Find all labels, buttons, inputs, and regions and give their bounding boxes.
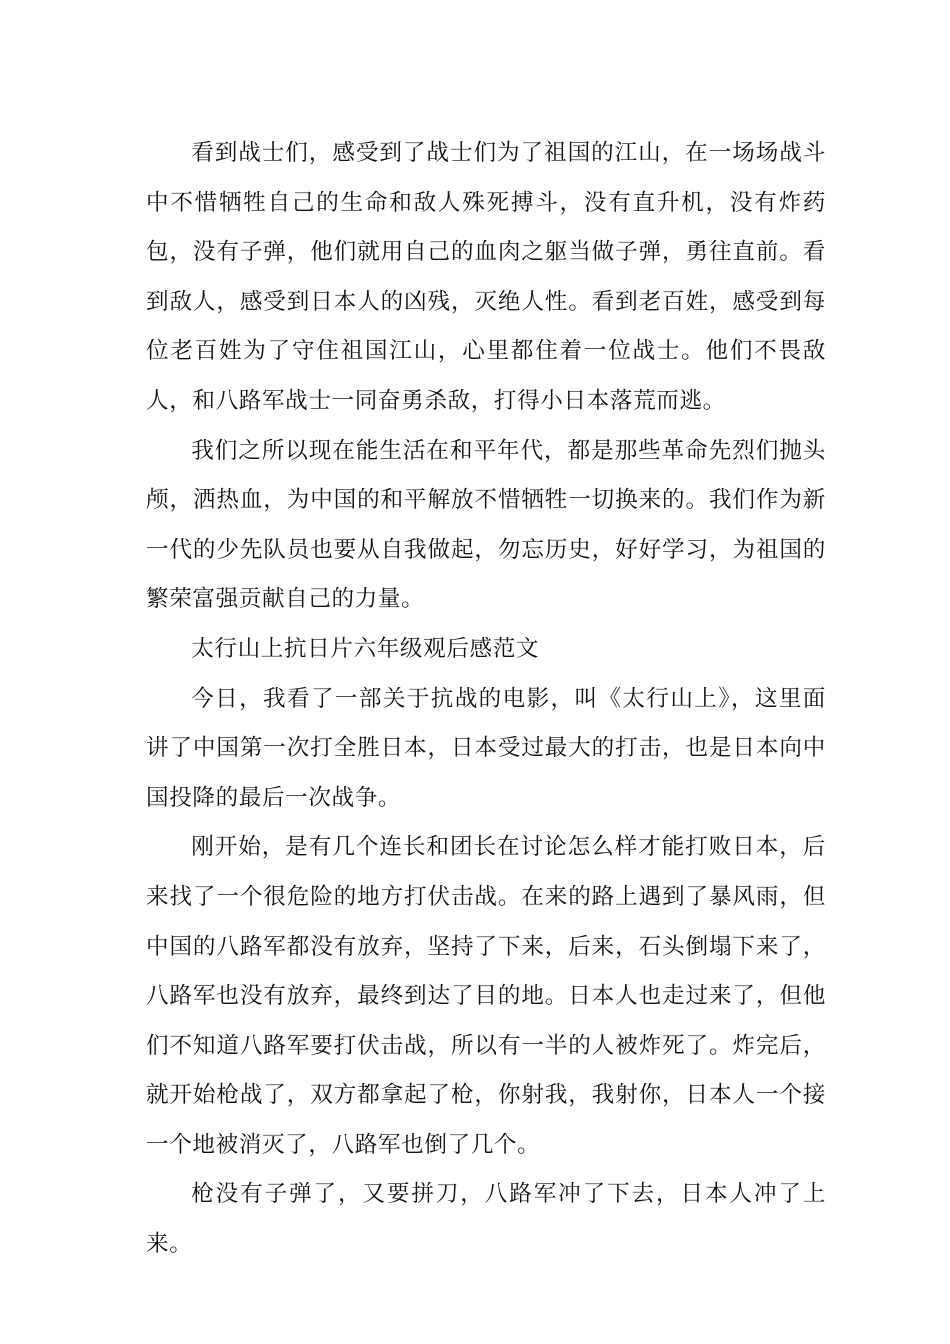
document-body — [146, 129, 826, 1270]
paragraph-soldiers: 看到战士们，感受到了战士们为了祖国的江山，在一场场战斗中不惜牺牲自己的生命和敌人殊死搏斗，没有直升机，没有炸药包，没有子弹，他们就用自己的血肉之躯当做子弹，勇往直前。看到敌人，感受到日本人的凶残，灭绝人性。看到老百姓，感受到每位老百姓为了守住祖国江山，心里都住着一位战士。他们不畏敌人，和八路军战士一同奋勇杀敌，打得小日本落荒而逃。 — [146, 140, 826, 414]
paragraph-movie-intro: 今日，我看了一部关于抗战的电影，叫《太行山上》，这里面讲了中国第一次打全胜日本，日本受过最大的打击，也是日本向中国投降的最后一次战争。 — [146, 685, 826, 811]
section-heading: 太行山上抗日片六年级观后感范文 — [191, 635, 540, 662]
paragraph-peace: 我们之所以现在能生活在和平年代，都是那些革命先烈们抛头颅，洒热血，为中国的和平解放不惜牺牲一切换来的。我们作为新一代的少先队员也要从自我做起，勿忘历史，好好学习，为祖国的繁荣富强贡献自己的力量。 — [146, 437, 826, 613]
paragraph-ambush: 刚开始，是有几个连长和团长在讨论怎么样才能打败日本，后来找了一个很危险的地方打伏击战。在来的路上遇到了暴风雨，但中国的八路军都没有放弃，坚持了下来，后来，石头倒塌下来了，八路军也没有放弃，最终到达了目的地。日本人也走过来了，但他们不知道八路军要打伏击战，所以有一半的人被炸死了。炸完后，就开始枪战了，双方都拿起了枪，你射我，我射你，日本人一个接一个地被消灭了，八路军也倒了几个。 — [146, 834, 826, 1158]
paragraph-bayonet: 枪没有子弹了，又要拼刀，八路军冲了下去，日本人冲了上来。 — [146, 1181, 826, 1258]
